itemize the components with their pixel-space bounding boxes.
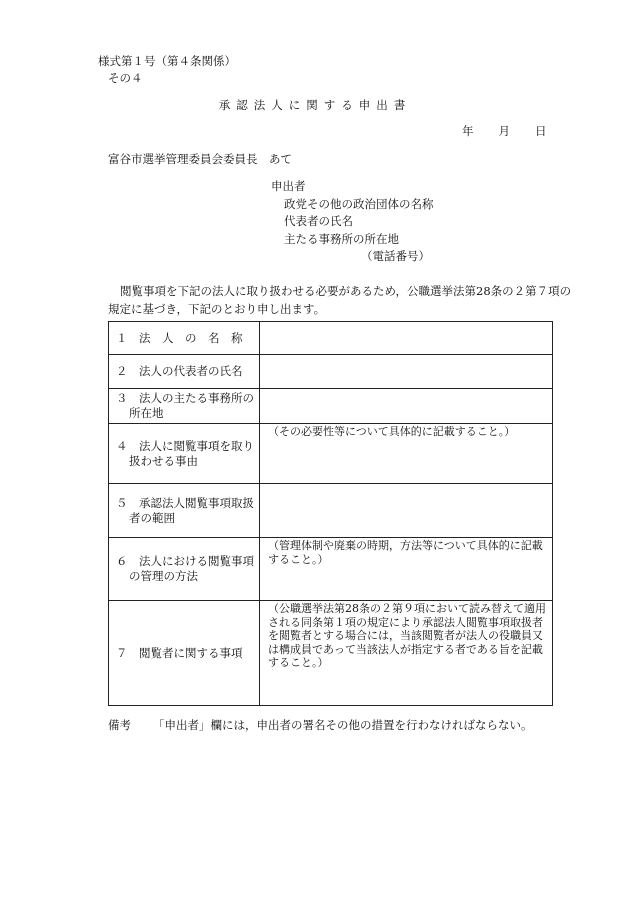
table-row (109, 424, 553, 484)
table-row (109, 484, 553, 538)
table-row (109, 538, 553, 601)
table-row (109, 355, 553, 389)
intro-paragraph: 閲覧事項を下記の法人に取り扱わせる必要があるため，公職選挙法第28条の２第７項の規定に基づき，下記のとおり申し出ます。 (108, 284, 572, 316)
row-label (109, 424, 260, 484)
form-number: 様式第１号（第４条関係） (98, 54, 236, 68)
row-label-text: ６ 法人における閲覧事項の管理の方法 (116, 554, 254, 583)
row-value-field[interactable] (260, 538, 553, 601)
document-title: 承認法人に関する申出書 (218, 98, 412, 112)
applicant-org-name: 政党その他の政治団体の名称 (284, 196, 434, 211)
form-sub-number: その４ (108, 71, 143, 85)
row-label (109, 601, 260, 706)
remarks-text: 「申出者」欄には，申出者の署名その他の措置を行わなければならない。 (153, 718, 533, 732)
date-day: 日 (535, 124, 547, 138)
row-label-text: ４ 法人に閲覧事項を取り扱わせる事由 (116, 438, 254, 468)
table-row (109, 601, 553, 706)
row-value-field[interactable] (260, 601, 553, 706)
row-label-text: １ 法 人 の 名 称 (116, 330, 243, 345)
row-note: （その必要性等について具体的に記載すること。） (268, 425, 516, 438)
row-value-field[interactable] (260, 484, 553, 538)
table-row (109, 322, 553, 355)
row-label-text: ２ 法人の代表者の氏名 (116, 364, 243, 378)
date-year: 年 (462, 124, 474, 138)
row-label (109, 322, 260, 355)
row-label (109, 355, 260, 389)
application-table (108, 321, 553, 706)
row-label (109, 538, 260, 601)
row-value-field[interactable] (260, 322, 553, 355)
row-label-text: ５ 承認法人閲覧事項取扱者の範囲 (116, 495, 254, 525)
row-label-text: ３ 法人の主たる事務所の所在地 (116, 391, 254, 420)
applicant-rep-name: 代表者の氏名 (284, 214, 353, 228)
table-row (109, 389, 553, 424)
row-note: （管理体制や廃棄の時期，方法等について具体的に記載すること。） (268, 539, 543, 566)
row-label (109, 389, 260, 424)
applicant-office: 主たる事務所の所在地 (284, 231, 399, 246)
row-label-text: ７ 閲覧者に関する事項 (116, 645, 243, 660)
applicant-block (271, 178, 434, 266)
applicant-phone: （電話番号） (361, 249, 430, 263)
applicant-heading: 申出者 (271, 179, 306, 193)
row-value-field[interactable] (260, 389, 553, 424)
addressee: 富谷市選挙管理委員会委員長 あて (108, 152, 292, 166)
date-line (462, 124, 547, 139)
date-month: 月 (498, 124, 510, 138)
row-value-field[interactable] (260, 355, 553, 389)
row-label (109, 484, 260, 538)
row-note: （公職選挙法第28条の２第９項において読み替えて適用される同条第１項の規定により承認法人閲覧事項取扱者を閲覧者とする場合には，当該閲覧者が法人の役職員又は構成員であって当該法人が指定する者である旨を記載すること。） (268, 602, 546, 669)
remarks-label: 備考 (108, 718, 131, 732)
row-value-field[interactable] (260, 424, 553, 484)
remarks (108, 718, 533, 733)
